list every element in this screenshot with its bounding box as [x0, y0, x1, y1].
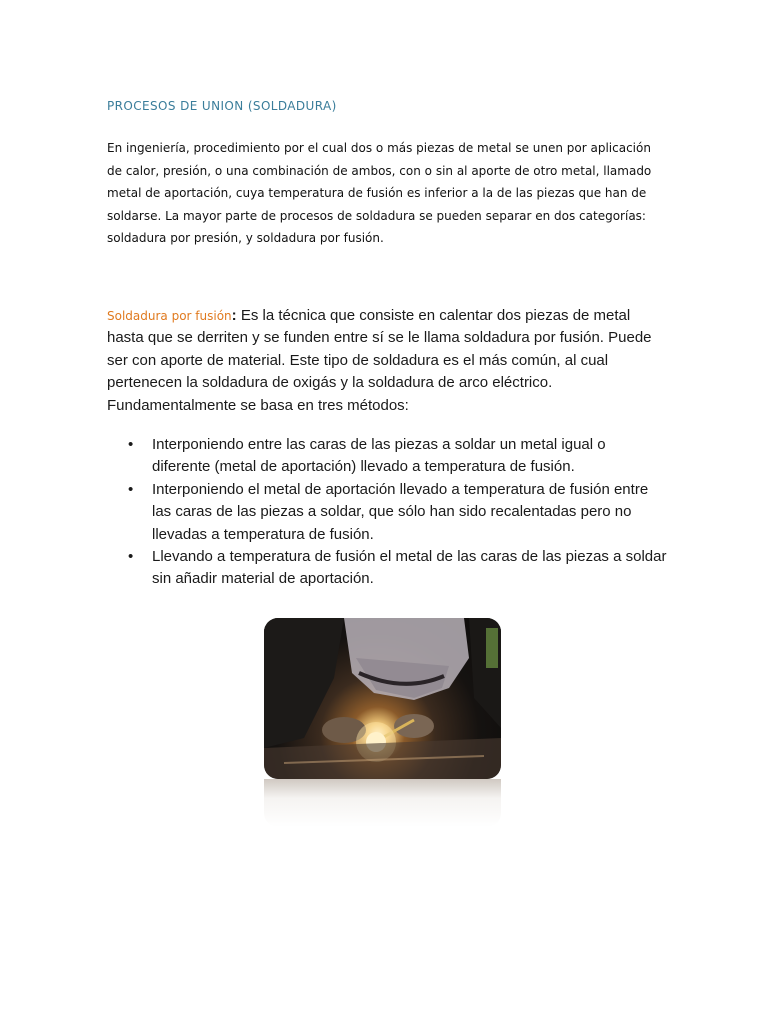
- methods-list: [107, 434, 667, 591]
- fusion-description: Es la técnica que consiste en calentar dos piezas de metal hasta que se derriten y se funden entre sí se le llama soldadura por fusión. Puede ser con aporte de material. Este tipo de soldadura es el más común, al cual pertenecen la soldadura de oxigás y la soldadura de arco eléctrico. Fundamentalmente se basa en tres métodos:: [107, 307, 652, 414]
- fusion-term: Soldadura por fusión: [107, 309, 232, 323]
- intro-paragraph: En ingeniería, procedimiento por el cual dos o más piezas de metal se unen por aplicación de calor, presión, o una combinación de ambos, con o sin al aporte de otro metal, llamado metal de aportación, cuya temperatura de fusión es inferior a la de las piezas que han de soldarse. La mayor parte de procesos de soldadura se pueden separar en dos categorías: soldadura por presión, y soldadura por fusión.: [107, 141, 652, 245]
- page-title: PROCESOS DE UNION (SOLDADURA): [107, 99, 337, 113]
- fusion-paragraph: [107, 305, 667, 417]
- bullet-icon: •: [128, 436, 134, 453]
- list-item-text: Interponiendo el metal de aportación llevado a temperatura de fusión entre las caras de las piezas a soldar, que sólo han sido recalentadas pero no llevadas a temperatura de fusión.: [152, 480, 649, 543]
- term-colon: :: [231, 307, 237, 324]
- bullet-icon: •: [128, 480, 134, 498]
- list-item: [107, 546, 667, 591]
- list-item-text: Llevando a temperatura de fusión el metal de las caras de las piezas a soldar sin añadir material de aportación.: [152, 548, 667, 588]
- list-item: [107, 479, 667, 546]
- photo-reflection: [264, 779, 501, 827]
- list-item-text: Interponiendo entre las caras de las piezas a soldar un metal igual o diferente (metal de aportación) llevado a temperatura de fusión.: [152, 436, 606, 476]
- welding-photo: [264, 618, 501, 779]
- list-item: [107, 434, 667, 479]
- welding-photo-illustration: [264, 618, 501, 779]
- bullet-icon: •: [128, 548, 134, 566]
